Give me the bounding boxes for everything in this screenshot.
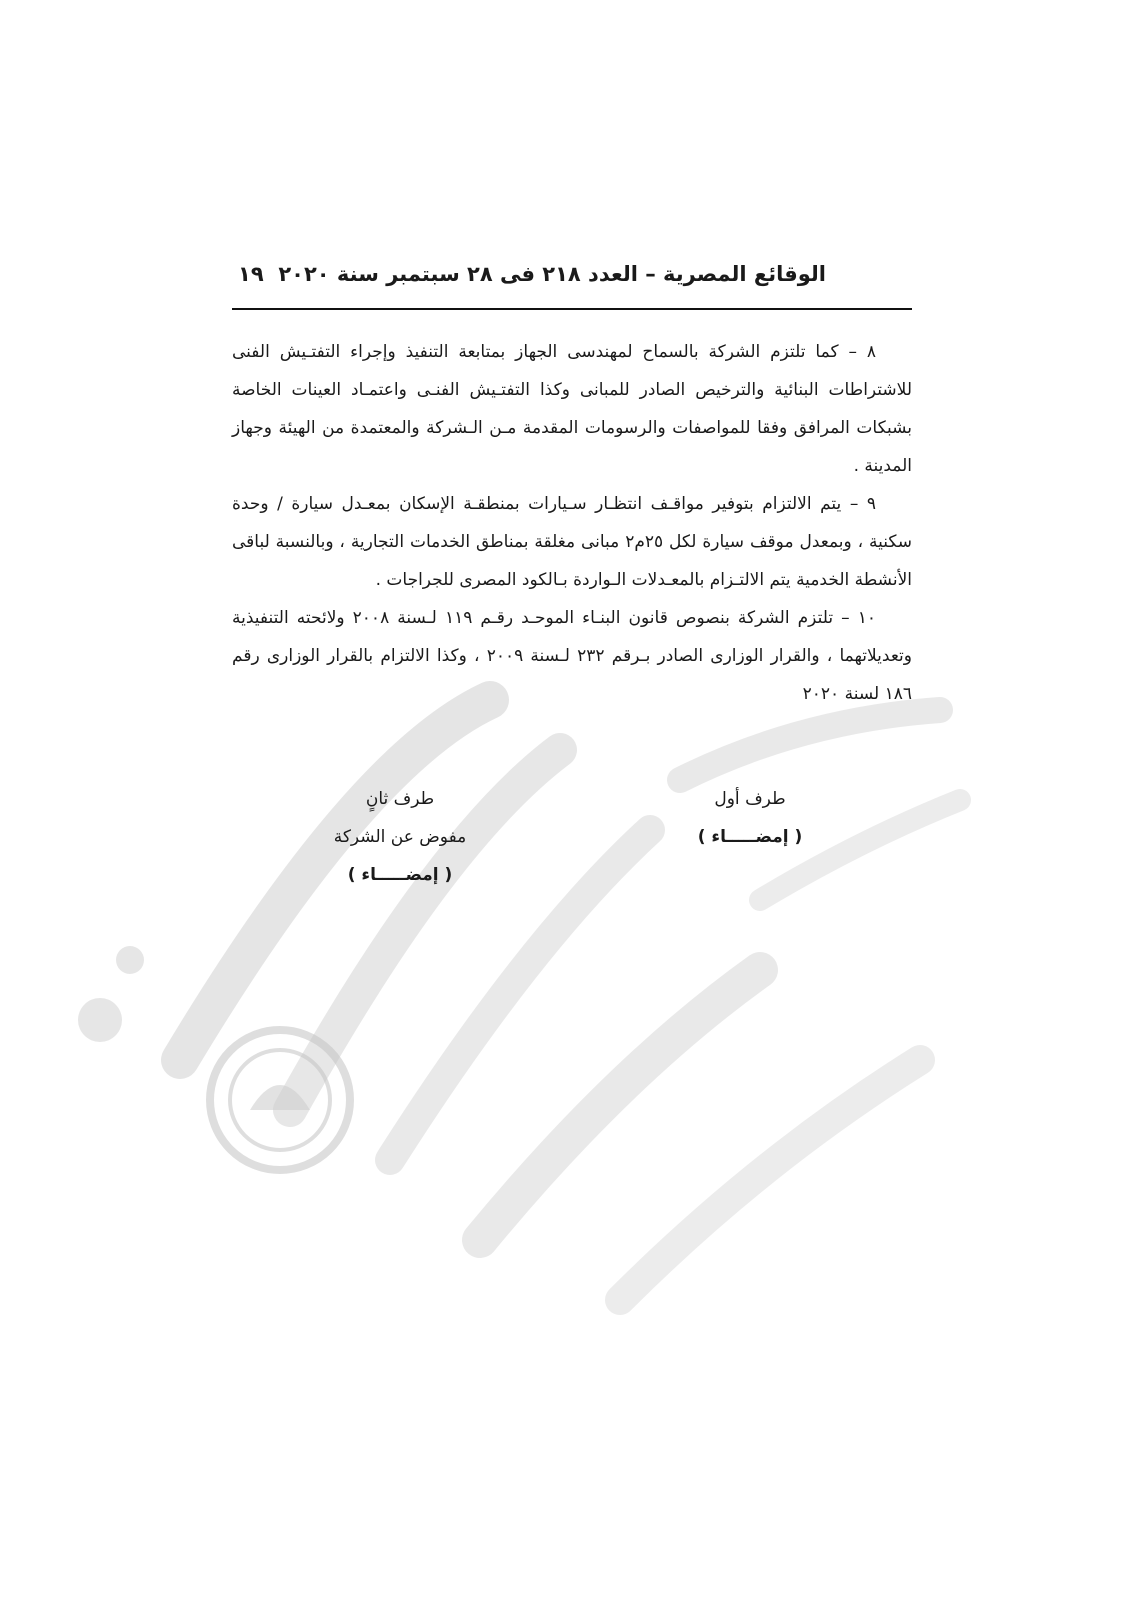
document-body <box>232 333 912 713</box>
header-divider <box>232 308 912 310</box>
first-party-signature: ( إمضـــــاء ) <box>697 827 803 847</box>
first-party-label: طرف أول <box>714 789 786 809</box>
second-party-label: طرف ثانٍ <box>365 789 435 809</box>
first-party-signature-block <box>680 780 820 856</box>
watermark-seal-graphic <box>60 640 1020 1380</box>
page-number: ١٩ <box>238 262 264 286</box>
clause-8: ٨ – كما تلتزم الشركة بالسماح لمهندسى الجهاز بمتابعة التنفيذ وإجراء التفتـيش الفنى للاشتراطات البنائية والترخيص الصادر للمبانى وكذا التفتـيش الفنـى واعتمـاد العينات الخاصة بشبكات المرافق وفقا للمواصفات والرسومات المقدمة مـن الـشركة والمعتمدة من الهيئة وجهاز المدينة . <box>232 342 912 476</box>
second-party-role: مفوض عن الشركة <box>333 827 467 847</box>
clause-10: ١٠ – تلتزم الشركة بنصوص قانون البنـاء الموحـد رقـم ١١٩ لـسنة ٢٠٠٨ ولائحته التنفيذية وتعديلاتهما ، والقرار الوزارى الصادر بـرقم ٢٣٢ لـسنة ٢٠٠٩ ، وكذا الالتزام بالقرار الوزارى رقم ١٨٦ لسنة ٢٠٢٠ <box>232 608 912 704</box>
gazette-title: الوقائع المصرية – العدد ٢١٨ فى ٢٨ سبتمبر سنة ٢٠٢٠ <box>278 262 826 286</box>
second-party-signature: ( إمضـــــاء ) <box>347 865 453 885</box>
seal-emblem-icon <box>210 1030 350 1170</box>
second-party-signature-block <box>310 780 490 894</box>
page-header <box>232 258 912 298</box>
clause-9: ٩ – يتم الالتزام بتوفير مواقـف انتظـار سـيارات بمنطقـة الإسكان بمعـدل سيارة / وحدة سكنية ، وبمعدل موقف سيارة لكل ٢٥م٢ مبانى مغلقة بمناطق الخدمات التجارية ، وبالنسبة لباقى الأنشطة الخدمية يتم الالتـزام بالمعـدلات الـواردة بـالكود المصرى للجراجات . <box>232 494 913 590</box>
